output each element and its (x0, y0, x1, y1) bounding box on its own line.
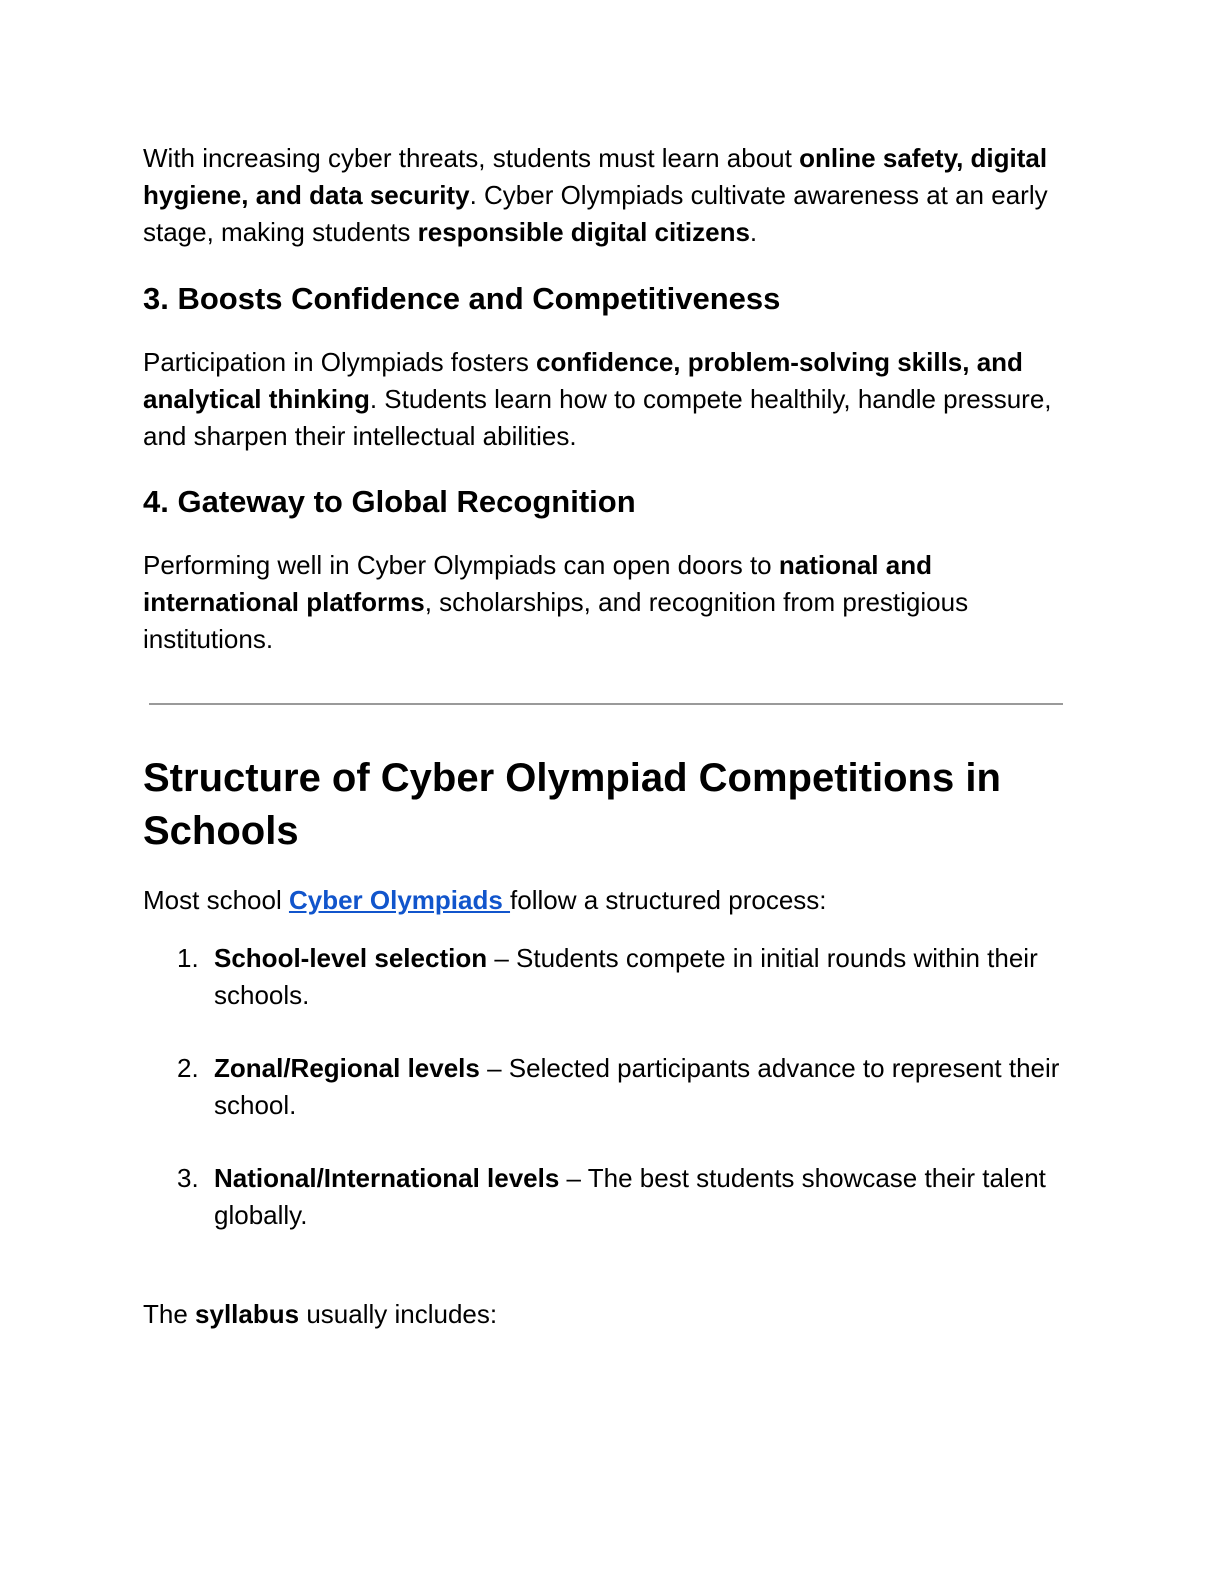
list-number: 3. (177, 1163, 199, 1193)
list-number: 2. (177, 1053, 199, 1083)
process-steps-list (143, 940, 1073, 1270)
text-span: , scholarships, and recognition from prestigious institutions. (143, 587, 969, 654)
intro-paragraph (143, 140, 1073, 251)
section-3-heading: 3. Boosts Confidence and Competitiveness (143, 281, 781, 316)
text-span: Most school (143, 885, 289, 915)
syllabus-paragraph (143, 1296, 1073, 1333)
text-span: follow a structured process: (510, 885, 827, 915)
text-span: – Students compete in initial rounds within their schools. (214, 943, 1038, 1010)
bold-text: responsible digital citizens (417, 217, 750, 247)
bold-text: online safety, digital hygiene, and data security (143, 143, 1048, 210)
text-span: usually includes: (299, 1299, 498, 1329)
text-span: Performing well in Cyber Olympiads can open doors to (143, 550, 779, 580)
list-number: 1. (177, 943, 199, 973)
structure-heading: Structure of Cyber Olympiad Competitions in Schools (143, 756, 1001, 853)
bold-text: national and international platforms (143, 550, 932, 617)
horizontal-divider (149, 703, 1063, 705)
bold-text: School-level selection (214, 943, 488, 973)
text-span: . (749, 217, 758, 247)
text-span: . Students learn how to compete healthily, handle pressure, and sharpen their intellectual abilities. (143, 384, 1052, 451)
text-span: Participation in Olympiads fosters (143, 347, 537, 377)
section-4-paragraph (143, 547, 1073, 658)
cyber-olympiads-link[interactable]: Cyber Olympiads (288, 885, 511, 915)
list-item (143, 1160, 1073, 1234)
structure-intro (143, 882, 1073, 919)
text-span: – Selected participants advance to represent their school. (214, 1053, 1060, 1120)
list-item (143, 940, 1073, 1014)
section-4-heading: 4. Gateway to Global Recognition (143, 484, 636, 519)
bold-text: Zonal/Regional levels (214, 1053, 480, 1083)
bold-text: syllabus (195, 1299, 300, 1329)
list-item (143, 1050, 1073, 1124)
bold-text: National/International levels (214, 1163, 560, 1193)
section-3-paragraph (143, 344, 1073, 455)
bold-text: confidence, problem-solving skills, and analytical thinking (143, 347, 1023, 414)
text-span: – The best students showcase their talent globally. (214, 1163, 1046, 1230)
text-span: The (143, 1299, 196, 1329)
text-span: With increasing cyber threats, students must learn about (143, 143, 800, 173)
text-span: . Cyber Olympiads cultivate awareness at an early stage, making students (143, 180, 1048, 247)
